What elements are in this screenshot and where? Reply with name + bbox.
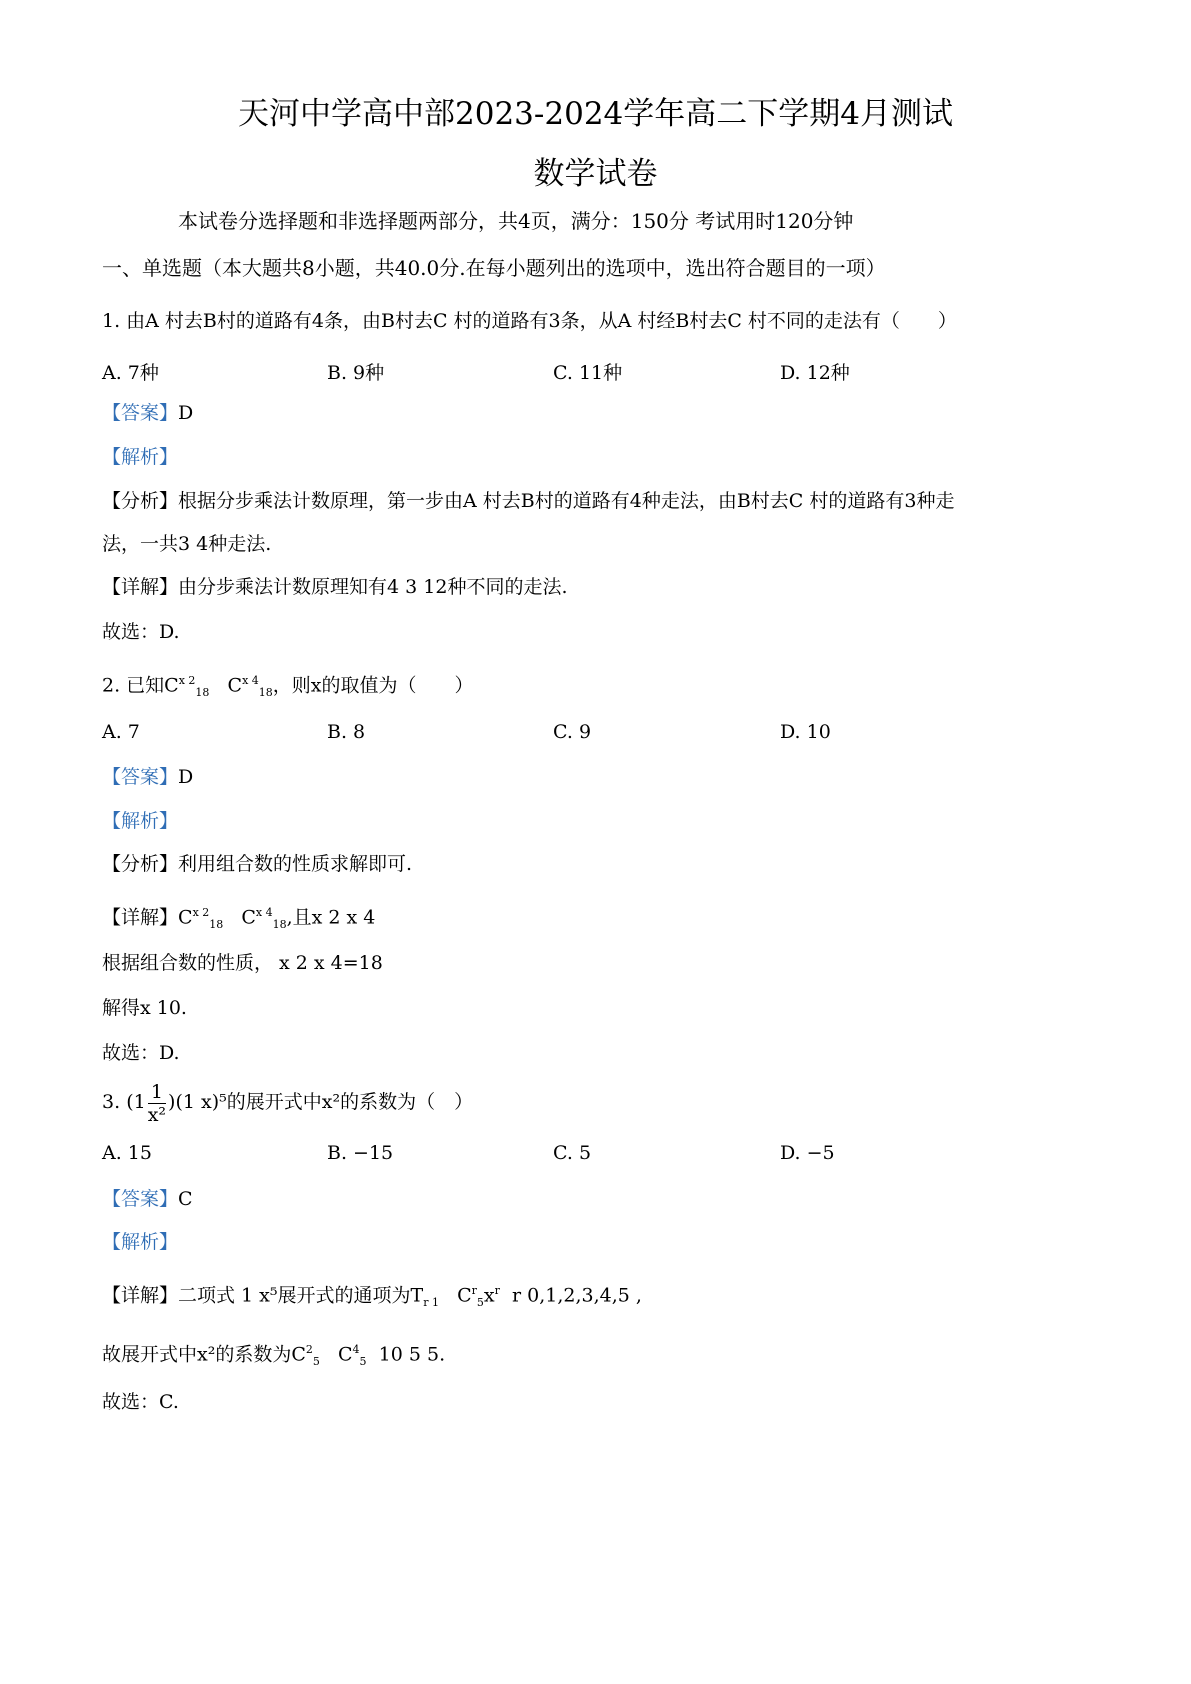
analysis-tag: 【解析】 [102, 810, 179, 832]
exam-subtitle: 数学试卷 [533, 156, 658, 192]
answer-tag: 【答案】 [102, 766, 179, 788]
q2-detail: 【详解】$C^{x 2}_{18}$ $C^{x 4}_{18}$,且x 2 x 4 [102, 906, 376, 932]
q3-line2: 故展开式中x²的系数为$C^2_5$ $C^4_5$ 10 5 5. [102, 1343, 446, 1369]
q2-fenxi-text: 利用组合数的性质求解即可. [178, 853, 413, 875]
detail-tag: 【详解】 [102, 906, 179, 929]
q3-expr-b: )(1 x)⁵ [168, 1091, 227, 1113]
q3-expr-a: (1 [126, 1091, 146, 1113]
q2-analysis [102, 808, 178, 834]
q3-answer [102, 1186, 193, 1212]
q2-option-a: A. 7 [102, 721, 140, 743]
q2-line3: 解得x 10. [102, 997, 187, 1019]
q1-option-c: C. 11种 [553, 362, 623, 384]
q2-detail-text: ,且x 2 x 4 [286, 906, 376, 929]
q3-stem [102, 1078, 473, 1126]
q1-fenxi-text: 根据分步乘法计数原理，第一步由A 村去B村的道路有4种走法，由B村去C 村的道路有3种走 [178, 490, 955, 512]
q3-detail-a: 二项式 1 x⁵展开式的通项为 [178, 1284, 411, 1307]
q2-option-d: D. 10 [780, 721, 831, 743]
q1-fenxi-line2: 法，一共3 4种走法. [102, 533, 272, 555]
q3-detail: 【详解】二项式 1 x⁵展开式的通项为$T_{r 1}$ $C^r_5x^r$ r 0,1,2,3,4,5 , [102, 1284, 642, 1310]
q1-fenxi [102, 488, 954, 514]
fenxi-tag: 【分析】 [102, 853, 179, 875]
q3-answer-value: C [178, 1188, 193, 1210]
q3-analysis [102, 1229, 178, 1255]
q3-suffix: 的展开式中x²的系数为（ ） [226, 1091, 474, 1113]
q3-option-d: D. −5 [780, 1142, 835, 1164]
q1-choose: 故选：D. [102, 621, 180, 643]
q2-line2: 根据组合数的性质， x 2 x 4=18 [102, 952, 383, 974]
analysis-tag: 【解析】 [102, 1231, 179, 1253]
q1-detail-text: 由分步乘法计数原理知有4 3 12种不同的走法. [178, 576, 568, 598]
q2-option-b: B. 8 [327, 721, 366, 743]
q1-option-d: D. 12种 [780, 362, 850, 384]
q3-frac-num: 1 [148, 1081, 166, 1104]
q1-option-b: B. 9种 [327, 362, 385, 384]
q1-option-a: A. 7种 [102, 362, 159, 384]
q2-option-c: C. 9 [553, 721, 592, 743]
q3-line2-b: 10 5 5. [378, 1343, 446, 1366]
q3-option-c: C. 5 [553, 1142, 592, 1164]
analysis-tag: 【解析】 [102, 446, 179, 468]
q3-line2-a: 故展开式中x²的系数为 [102, 1343, 292, 1366]
q2-choose: 故选：D. [102, 1042, 180, 1064]
q3-option-a: A. 15 [102, 1142, 152, 1164]
q3-choose: 故选：C. [102, 1391, 179, 1413]
exam-title: 天河中学高中部2023-2024学年高二下学期4月测试 [238, 96, 953, 132]
q2-prefix: 2. 已知 [102, 674, 165, 697]
q1-detail [102, 574, 568, 600]
answer-tag: 【答案】 [102, 402, 179, 424]
q3-fraction [148, 1081, 166, 1126]
q2-fenxi [102, 851, 412, 877]
fenxi-tag: 【分析】 [102, 490, 179, 512]
q1-analysis [102, 444, 178, 470]
q2-answer [102, 764, 193, 790]
q3-option-b: B. −15 [327, 1142, 394, 1164]
exam-intro: 本试卷分选择题和非选择题两部分，共4页，满分：150分 考试用时120分钟 [178, 209, 854, 233]
q2-suffix: ，则x的取值为（ ） [272, 674, 474, 697]
q1-answer [102, 400, 193, 426]
q3-detail-b: r 0,1,2,3,4,5 , [511, 1284, 642, 1307]
detail-tag: 【详解】 [102, 576, 179, 598]
section-heading: 一、单选题（本大题共8小题，共40.0分.在每小题列出的选项中，选出符合题目的一项） [102, 256, 886, 280]
detail-tag: 【详解】 [102, 1284, 179, 1307]
q2-answer-value: D [178, 766, 194, 788]
answer-tag: 【答案】 [102, 1188, 179, 1210]
q3-prefix: 3. [102, 1091, 121, 1113]
q1-answer-value: D [178, 402, 194, 424]
q2-stem: 2. 已知$C^{x 2}_{18}$ $C^{x 4}_{18}$，则x的取值为（ ） [102, 674, 474, 700]
q3-frac-den: x² [147, 1103, 167, 1126]
q1-stem: 1. 由A 村去B村的道路有4条，由B村去C 村的道路有3条，从A 村经B村去C 村不同的走法有（ ） [102, 310, 957, 332]
